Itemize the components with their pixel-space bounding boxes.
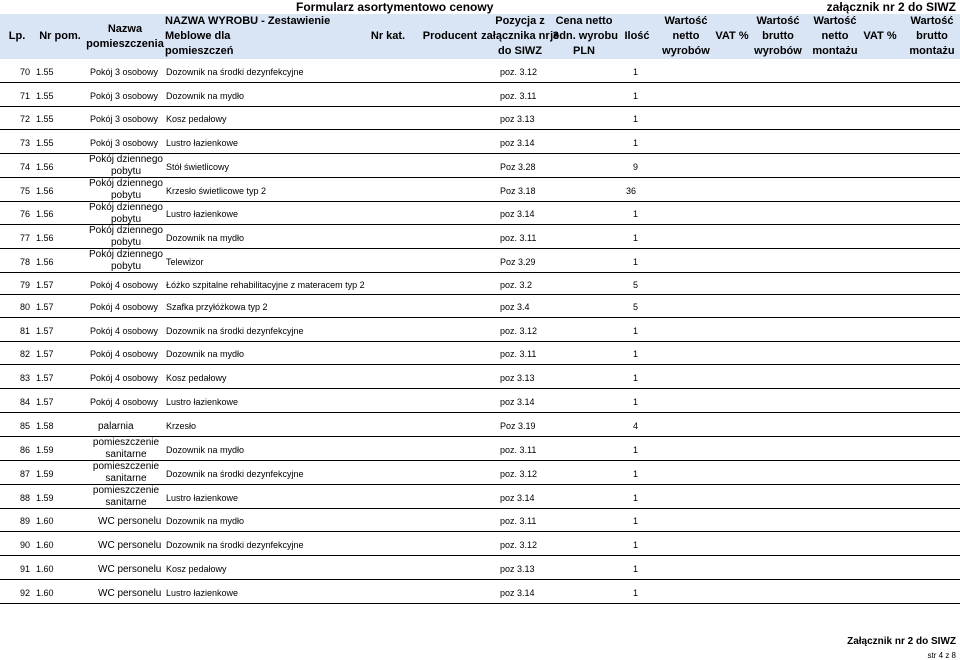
row-lp-cell: 83 [20, 372, 31, 383]
row-room-cell: pomieszczenie sanitarne [92, 437, 160, 460]
table-row [0, 485, 960, 509]
row-nr-cell: 1.57 [36, 279, 54, 290]
row-nr-cell: 1.60 [36, 539, 54, 550]
col-unit-price-header: Cena netto jedn. wyrobu PLN [550, 15, 618, 57]
row-lp-cell: 72 [20, 114, 31, 124]
col-qty-header: Ilość [624, 30, 650, 42]
row-name-cell: Stół świetlicowy [166, 161, 230, 172]
row-nr-cell: 1.56 [36, 256, 54, 267]
row-nr-cell: 1.55 [36, 90, 54, 101]
row-name-cell: Lustro łazienkowe [166, 137, 239, 148]
row-position-cell: poz 3.13 [500, 563, 535, 574]
row-qty-cell: 1 [633, 468, 639, 479]
row-lp-cell: 86 [20, 444, 31, 455]
col-vat-assembly-header: VAT % [863, 30, 897, 42]
row-position-cell: Poz 3.18 [500, 185, 536, 196]
table-row [0, 556, 960, 580]
row-room-cell: WC personelu [98, 539, 162, 551]
row-lp-cell: 84 [20, 396, 31, 407]
row-name-cell: Lustro łazienkowe [166, 396, 239, 407]
table-row [0, 532, 960, 556]
col-vat-header: VAT % [715, 30, 749, 42]
row-qty-cell: 1 [633, 232, 639, 243]
row-name-cell: Łóżko szpitalne rehabilitacyjne z materacem typ 2 [166, 279, 365, 290]
row-lp-cell: 80 [20, 302, 31, 312]
row-lp-cell: 90 [20, 539, 31, 550]
row-room-cell: palarnia [98, 420, 134, 432]
row-nr-cell: 1.56 [36, 232, 54, 243]
row-qty-cell: 1 [633, 492, 639, 503]
row-lp-cell: 75 [20, 185, 31, 196]
row-position-cell: poz. 3.2 [500, 279, 533, 290]
row-position-cell: poz. 3.12 [500, 325, 538, 336]
row-room-cell: Pokój 4 osobowy [90, 372, 159, 383]
row-lp-cell: 73 [20, 137, 31, 148]
table-row [0, 249, 960, 273]
table-row [0, 580, 960, 604]
row-lp-cell: 77 [20, 232, 31, 243]
table-row [0, 318, 960, 342]
row-position-cell: poz 3.14 [500, 587, 535, 598]
row-room-cell: Pokój dziennego pobytu [89, 225, 163, 248]
row-qty-cell: 1 [633, 90, 639, 101]
row-position-cell: poz. 3.11 [500, 90, 537, 101]
table-row [0, 178, 960, 202]
row-room-cell: Pokój dziennego pobytu [89, 154, 163, 177]
row-name-cell: Dozownik na mydło [166, 516, 245, 526]
row-name-cell: Kosz pedałowy [166, 114, 227, 124]
col-net-assembly-header: Wartość netto montażu [812, 15, 858, 57]
row-lp-cell: 89 [20, 516, 31, 526]
row-lp-cell: 76 [20, 209, 31, 219]
row-room-cell: Pokój 3 osobowy [90, 114, 159, 124]
row-nr-cell: 1.57 [36, 372, 54, 383]
row-nr-cell: 1.57 [36, 349, 54, 359]
row-room-cell: Pokój 4 osobowy [90, 302, 159, 312]
row-qty-cell: 36 [626, 185, 637, 196]
row-qty-cell: 1 [633, 587, 639, 598]
row-nr-cell: 1.58 [36, 420, 54, 431]
row-position-cell: poz 3.13 [500, 372, 535, 383]
row-nr-cell: 1.60 [36, 587, 54, 598]
row-nr-cell: 1.55 [36, 66, 54, 77]
col-cat-header: Nr kat. [370, 30, 406, 42]
row-qty-cell: 1 [633, 349, 639, 359]
table-row [0, 59, 960, 83]
row-qty-cell: 1 [633, 396, 639, 407]
col-lp-header: Lp. [8, 30, 26, 42]
footer-title: Załącznik nr 2 do SIWZ [847, 636, 956, 647]
row-room-cell: Pokój dziennego pobytu [89, 249, 163, 272]
row-room-cell: Pokój 3 osobowy [90, 137, 159, 148]
form-title: Formularz asortymentowo cenowy [296, 0, 494, 14]
row-nr-cell: 1.55 [36, 114, 54, 124]
row-name-cell: Dozownik na mydło [166, 232, 245, 243]
row-nr-cell: 1.57 [36, 302, 54, 312]
table-row [0, 413, 960, 437]
row-lp-cell: 71 [20, 90, 31, 101]
row-room-cell: Pokój 3 osobowy [90, 66, 159, 77]
table-row [0, 225, 960, 249]
table-row [0, 273, 960, 295]
row-qty-cell: 1 [633, 66, 639, 77]
row-name-cell: Kosz pedałowy [166, 372, 227, 383]
row-name-cell: Kosz pedałowy [166, 563, 227, 574]
row-lp-cell: 87 [20, 468, 31, 479]
attachment-label: załącznik nr 2 do SIWZ [826, 0, 956, 14]
table-row [0, 389, 960, 413]
row-position-cell: poz 3.14 [500, 209, 535, 219]
row-name-cell: Lustro łazienkowe [166, 492, 239, 503]
row-nr-cell: 1.60 [36, 563, 54, 574]
table-row [0, 365, 960, 389]
row-qty-cell: 4 [633, 420, 639, 431]
table-row [0, 342, 960, 365]
row-room-cell: pomieszczenie sanitarne [92, 461, 160, 484]
page-number: str 4 z 8 [927, 651, 956, 660]
row-qty-cell: 1 [633, 325, 639, 336]
row-lp-cell: 91 [20, 563, 31, 574]
row-position-cell: poz. 3.11 [500, 232, 537, 243]
col-position-header: Pozycja z załącznika nr 3 do SIWZ [481, 15, 559, 57]
table-row [0, 461, 960, 485]
row-position-cell: poz 3.14 [500, 137, 535, 148]
table-row [0, 202, 960, 225]
row-nr-cell: 1.56 [36, 161, 54, 172]
col-gross-value-header: Wartość brutto wyrobów [754, 15, 802, 57]
table-header [0, 14, 960, 59]
row-position-cell: poz 3.13 [500, 114, 535, 124]
row-nr-cell: 1.59 [36, 468, 54, 479]
row-lp-cell: 92 [20, 587, 31, 598]
row-room-cell: Pokój 3 osobowy [90, 90, 159, 101]
row-position-cell: poz. 3.12 [500, 66, 538, 77]
col-gross-assembly-header: Wartość brutto montażu [909, 15, 955, 57]
col-producer-header: Producent [422, 30, 478, 42]
row-position-cell: Poz 3.29 [500, 256, 536, 267]
table-row [0, 509, 960, 532]
row-name-cell: Dozownik na mydło [166, 444, 245, 455]
row-position-cell: poz 3.14 [500, 396, 535, 407]
table-row [0, 83, 960, 107]
row-lp-cell: 85 [20, 420, 31, 431]
row-nr-cell: 1.60 [36, 516, 54, 526]
row-position-cell: poz. 3.11 [500, 349, 537, 359]
row-room-cell: Pokój 4 osobowy [90, 349, 159, 359]
row-position-cell: Poz 3.19 [500, 420, 536, 431]
row-room-cell: pomieszczenie sanitarne [92, 485, 160, 508]
row-qty-cell: 9 [633, 161, 639, 172]
table-row [0, 154, 960, 178]
row-lp-cell: 70 [20, 66, 31, 77]
col-net-value-header: Wartość netto wyrobów [662, 15, 710, 57]
row-lp-cell: 78 [20, 256, 31, 267]
table-row [0, 437, 960, 461]
row-qty-cell: 5 [633, 302, 639, 312]
row-nr-cell: 1.55 [36, 137, 54, 148]
row-room-cell: WC personelu [98, 516, 162, 527]
col-room-header: Nazwa pomieszczenia [86, 22, 164, 50]
row-name-cell: Dozownik na mydło [166, 90, 245, 101]
row-room-cell: Pokój dziennego pobytu [89, 178, 163, 201]
row-name-cell: Krzesło [166, 420, 197, 431]
row-position-cell: Poz 3.28 [500, 161, 536, 172]
row-qty-cell: 1 [633, 563, 639, 574]
row-room-cell: Pokój 4 osobowy [90, 279, 159, 290]
row-lp-cell: 79 [20, 279, 31, 290]
row-room-cell: WC personelu [98, 563, 162, 575]
table-row [0, 130, 960, 154]
row-qty-cell: 5 [633, 279, 639, 290]
row-name-cell: Telewizor [166, 256, 204, 267]
row-room-cell: Pokój 4 osobowy [90, 396, 159, 407]
row-position-cell: poz 3.4 [500, 302, 530, 312]
row-qty-cell: 1 [633, 114, 639, 124]
row-qty-cell: 1 [633, 137, 639, 148]
table-row [0, 107, 960, 130]
row-lp-cell: 81 [20, 325, 31, 336]
row-position-cell: poz. 3.11 [500, 444, 537, 455]
row-qty-cell: 1 [633, 539, 639, 550]
row-nr-cell: 1.56 [36, 209, 54, 219]
row-name-cell: Lustro łazienkowe [166, 209, 239, 219]
row-qty-cell: 1 [633, 209, 639, 219]
row-nr-cell: 1.57 [36, 325, 54, 336]
row-qty-cell: 1 [633, 256, 639, 267]
row-nr-cell: 1.59 [36, 492, 54, 503]
row-lp-cell: 74 [20, 161, 31, 172]
row-lp-cell: 88 [20, 492, 31, 503]
row-room-cell: Pokój dziennego pobytu [89, 201, 163, 225]
row-name-cell: Dozownik na środki dezynfekcyjne [166, 325, 304, 336]
row-nr-cell: 1.57 [36, 396, 54, 407]
table-row [0, 295, 960, 318]
row-position-cell: poz. 3.11 [500, 516, 537, 526]
row-name-cell: Krzesło świetlicowe typ 2 [166, 185, 267, 196]
col-nr-header: Nr pom. [39, 30, 81, 42]
row-name-cell: Lustro łazienkowe [166, 587, 239, 598]
row-room-cell: WC personelu [98, 587, 162, 599]
row-qty-cell: 1 [633, 516, 639, 526]
row-name-cell: Dozownik na środki dezynfekcyjne [166, 539, 304, 550]
row-position-cell: poz. 3.12 [500, 468, 538, 479]
row-nr-cell: 1.59 [36, 444, 54, 455]
row-name-cell: Dozownik na środki dezynfekcyjne [166, 66, 304, 77]
row-name-cell: Szafka przyłóżkowa typ 2 [166, 302, 268, 312]
row-name-cell: Dozownik na mydło [166, 349, 245, 359]
row-nr-cell: 1.56 [36, 185, 54, 196]
col-name-header: NAZWA WYROBU - Zestawienie Meblowe dla pomieszczeń [165, 15, 331, 57]
row-room-cell: Pokój 4 osobowy [90, 325, 159, 336]
row-qty-cell: 1 [633, 372, 639, 383]
row-lp-cell: 82 [20, 349, 31, 359]
row-qty-cell: 1 [633, 444, 639, 455]
row-position-cell: poz. 3.12 [500, 539, 538, 550]
row-name-cell: Dozownik na środki dezynfekcyjne [166, 468, 304, 479]
row-position-cell: poz 3.14 [500, 492, 535, 503]
